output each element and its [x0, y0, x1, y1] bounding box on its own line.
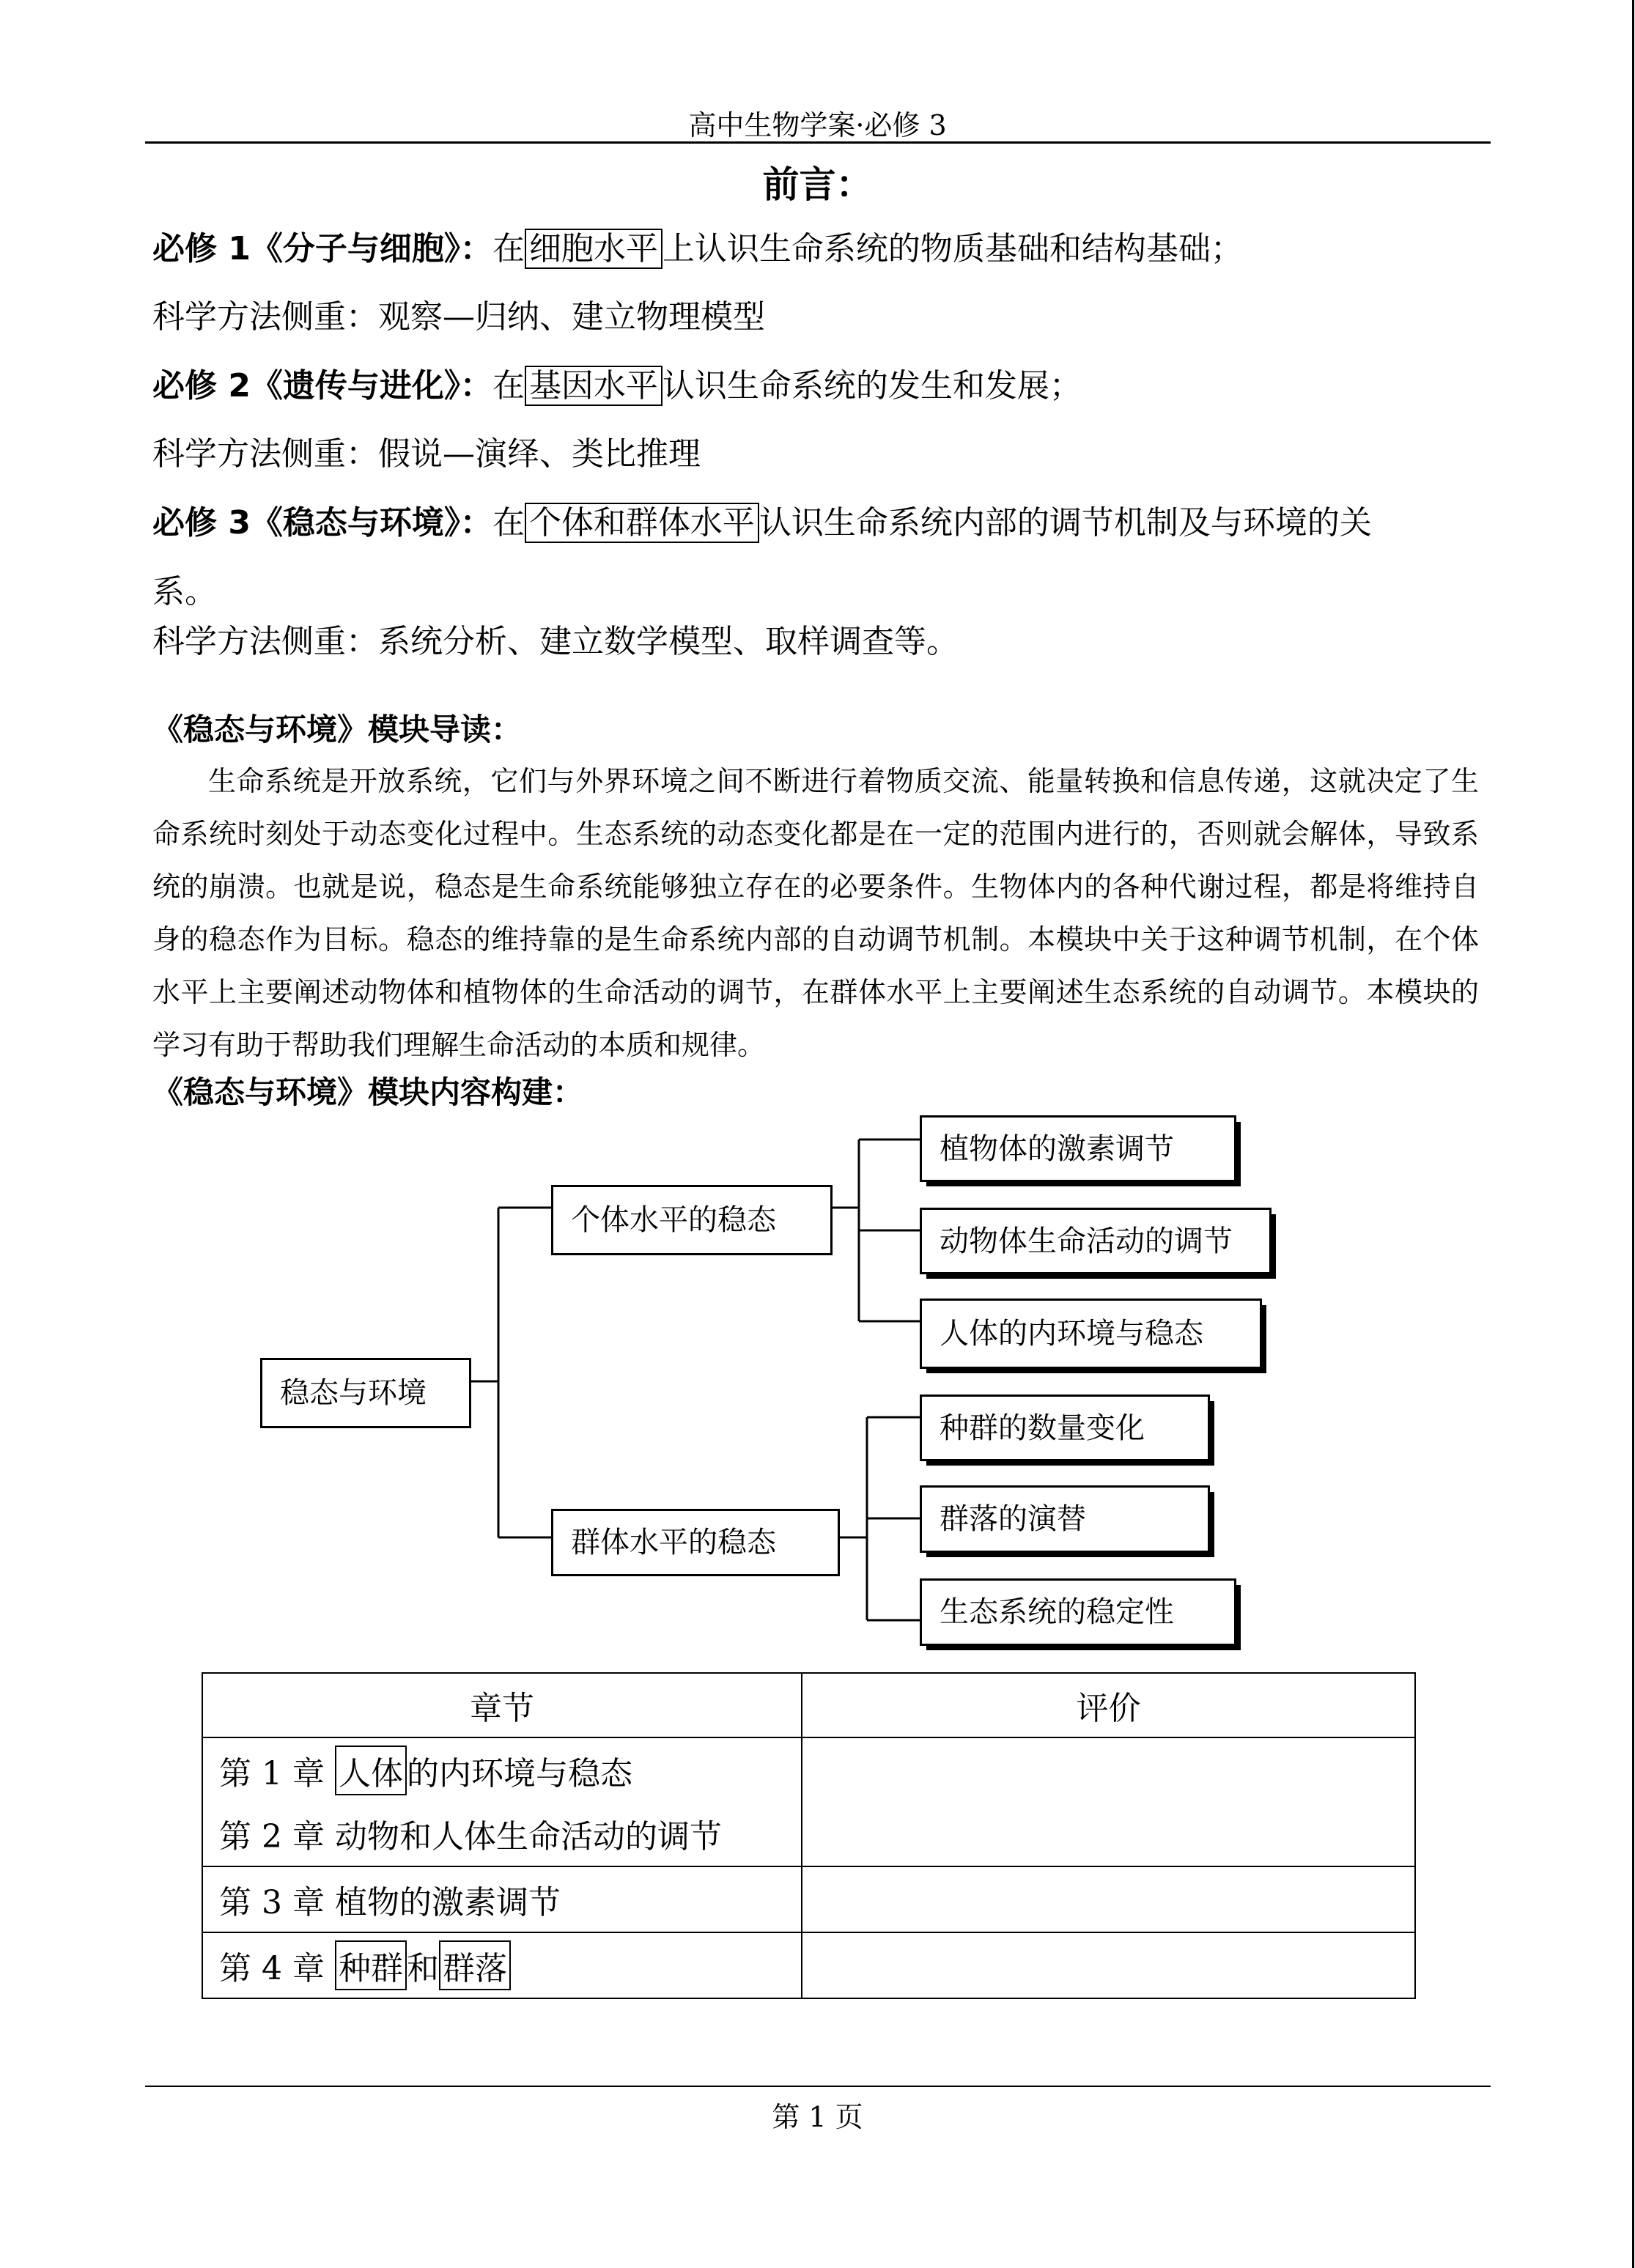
content-heading: 《稳态与环境》模块内容构建： [152, 1074, 584, 1110]
chapter-number: 第 3 章 [219, 1884, 325, 1921]
tree-node-animal-regulation: 动物体生命活动的调节 [920, 1208, 1272, 1274]
tree-individual-level: 个体水平的稳态 [551, 1185, 833, 1255]
intro-line-1-level-box: 细胞水平 [525, 229, 663, 269]
chapter-line [219, 1802, 800, 1865]
chapter-cell [202, 1737, 802, 1866]
column-header-chapter: 章节 [202, 1673, 802, 1737]
chapter-cell [202, 1866, 802, 1932]
chapter-cell [202, 1932, 802, 1998]
intro-line-1-module: 必修 1《分子与细胞》： [152, 230, 492, 267]
tree-population-level: 群体水平的稳态 [551, 1509, 840, 1576]
chapter-number: 第 1 章 [219, 1755, 325, 1792]
guide-paragraph: 生命系统是开放系统，它们与外界环境之间不断进行着物质交流、能量转换和信息传递，这就决定了生命系统时刻处于动态变化过程中。生态系统的动态变化都是在一定的范围内进行的，否则就会解体，导致系统的崩溃。也就是说，稳态是生命系统能够独立存在的必要条件。生物体内的各种代谢过程，都是将维持自身的稳态作为目标。稳态的维持靠的是生命系统内部的自动调节机制。本模块中关于这种调节机制，在个体水平上主要阐述动物体和植物体的生命活动的调节，在群体水平上主要阐述生态系统的自动调节。本模块的学习有助于帮助我们理解生命活动的本质和规律。 [152, 765, 1479, 1061]
table-header-row [202, 1673, 1415, 1737]
intro-line-3-pre: 在 [492, 367, 525, 405]
tree-node-population-change: 种群的数量变化 [920, 1395, 1210, 1461]
table-row [202, 1866, 1415, 1932]
chapter-keyword-box: 种群 [335, 1940, 407, 1990]
intro-line-5-level-box: 个体和群体水平 [525, 503, 759, 543]
chapter-table [202, 1672, 1416, 1999]
intro-line-7: 科学方法侧重：系统分析、建立数学模型、取样调查等。 [152, 623, 959, 660]
chapter-keyword-box: 人体 [335, 1746, 407, 1795]
evaluation-cell[interactable] [802, 1866, 1415, 1932]
evaluation-cell[interactable] [802, 1932, 1415, 1998]
intro-line-1 [152, 227, 1243, 271]
tree-root: 稳态与环境 [260, 1358, 471, 1428]
chapter-title-text: 和 [406, 1950, 439, 1987]
chapter-keyword-box: 群落 [439, 1940, 511, 1990]
guide-heading: 《稳态与环境》模块导读： [152, 712, 523, 747]
chapter-title-text: 动物和人体生命活动的调节 [334, 1818, 722, 1855]
chapter-title-text: 的内环境与稳态 [406, 1755, 632, 1792]
header-title: 高中生物学案·必修 3 [688, 109, 947, 141]
column-header-evaluation: 评价 [802, 1673, 1415, 1737]
page-border-right [1632, 0, 1634, 2268]
intro-line-5 [152, 501, 1372, 545]
chapter-title-text: 植物的激素调节 [334, 1884, 561, 1921]
intro-line-3 [152, 364, 1082, 408]
intro-line-6: 系。 [152, 573, 217, 610]
intro-line-3-level-box: 基因水平 [525, 366, 663, 406]
tree-node-plant-hormone: 植物体的激素调节 [920, 1115, 1236, 1182]
chapter-line [219, 1868, 800, 1931]
chapter-line [219, 1934, 800, 1997]
chapter-number: 第 2 章 [219, 1818, 325, 1855]
page-number: 第 1 页 [772, 2101, 863, 2133]
intro-line-5-pre: 在 [492, 504, 525, 542]
footer-rule [145, 2086, 1491, 2087]
intro-line-1-pre: 在 [492, 230, 525, 267]
intro-line-2: 科学方法侧重：观察—归纳、建立物理模型 [152, 298, 765, 336]
intro-line-4: 科学方法侧重：假说—演绎、类比推理 [152, 435, 701, 473]
header-rule [145, 141, 1491, 144]
table-row [202, 1932, 1415, 1998]
chapter-line [219, 1739, 800, 1802]
chapter-number: 第 4 章 [219, 1950, 325, 1987]
intro-line-5-module: 必修 3《稳态与环境》： [152, 504, 492, 542]
tree-node-human-homeostasis: 人体的内环境与稳态 [920, 1299, 1262, 1369]
intro-line-5-post: 认识生命系统内部的调节机制及与环境的关 [759, 504, 1372, 542]
tree-node-community-succession: 群落的演替 [920, 1485, 1210, 1553]
intro-line-3-module: 必修 2《遗传与进化》： [152, 367, 492, 405]
intro-line-3-post: 认识生命系统的发生和发展； [662, 367, 1082, 405]
intro-line-1-post: 上认识生命系统的物质基础和结构基础； [662, 230, 1243, 267]
preface-title: 前言： [762, 163, 873, 206]
evaluation-cell[interactable] [802, 1737, 1415, 1866]
tree-node-ecosystem-stability: 生态系统的稳定性 [920, 1578, 1236, 1646]
table-row [202, 1737, 1415, 1866]
